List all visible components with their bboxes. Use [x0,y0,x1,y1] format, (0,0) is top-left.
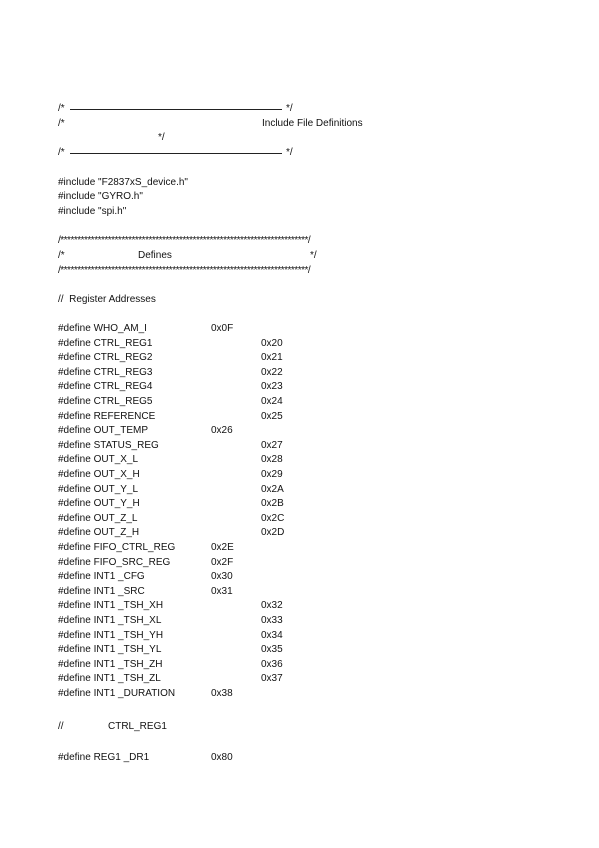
define-value: 0x30 [211,571,233,583]
define-name: #define CTRL_REG4 [58,381,153,393]
define-name: #define INT1 _DURATION [58,688,176,699]
define-name: #define INT1 _TSH_YH [58,629,164,641]
define-name: #define OUT_Y_H [58,498,140,510]
define-value: 0x21 [261,352,283,364]
define-name: #define CTRL_REG3 [58,366,153,378]
defines-banner-label: Defines [138,250,172,261]
header-close-comment-3: */ [286,147,293,158]
define-name: #define CTRL_REG2 [58,352,153,364]
include-line-2: #include "GYRO.h" [58,191,143,202]
header-close-comment-2: */ [158,132,165,143]
define-name: #define STATUS_REG [58,439,159,451]
reg1-define-value: 0x80 [211,752,233,763]
define-value: 0x2F [211,556,234,568]
header-title: Include File Definitions [262,118,363,129]
define-value: 0x35 [261,644,283,656]
define-name: #define REFERENCE [58,410,156,422]
define-value: 0x37 [261,673,283,685]
define-value: 0x34 [261,629,283,641]
define-name: #define INT1 _CFG [58,571,145,583]
define-value: 0x29 [261,469,283,480]
define-name: #define INT1 _TSH_XH [58,600,164,612]
reg1-define-name: #define REG1 _DR1 [58,752,150,763]
defines-banner-stars-top: /*************************************************************************/ [58,235,311,246]
defines-banner-close: */ [310,250,317,261]
define-name: #define INT1 _TSH_ZL [58,673,161,685]
define-name: #define OUT_Z_L [58,512,138,524]
define-name: #define INT1 _TSH_XL [58,615,162,626]
define-value: 0x33 [261,615,283,626]
header-close-comment-1: */ [286,103,293,114]
define-name: #define OUT_X_H [58,469,140,480]
define-name: #define FIFO_CTRL_REG [58,542,176,553]
define-value: 0x22 [261,366,283,378]
section-register-addresses: // Register Addresses [58,294,156,305]
define-name: #define OUT_X_L [58,454,139,466]
define-value: 0x20 [261,337,283,349]
defines-banner-open: /* [58,250,65,261]
define-value: 0x27 [261,439,283,451]
header-open-comment-3: /* [58,147,65,158]
define-value: 0x28 [261,454,283,466]
define-value: 0x0F [211,323,234,334]
header-open-comment-1: /* [58,103,65,114]
define-name: #define CTRL_REG1 [58,337,153,349]
defines-banner-stars-bottom: /*************************************************************************/ [58,265,311,276]
define-name: #define INT1 _SRC [58,585,145,597]
define-value: 0x23 [261,381,283,393]
define-name: #define OUT_Z_H [58,527,140,539]
define-value: 0x26 [211,425,233,437]
define-value: 0x2E [211,542,234,553]
define-value: 0x2B [261,498,284,510]
define-value: 0x2A [261,483,284,495]
header-rule-top [70,109,282,110]
define-value: 0x2C [261,512,285,524]
define-name: #define WHO_AM_I [58,323,147,334]
define-value: 0x25 [261,410,283,422]
define-name: #define INT1 _TSH_YL [58,644,162,656]
define-name: #define OUT_TEMP [58,425,149,437]
define-value: 0x36 [261,658,283,670]
define-name: #define FIFO_SRC_REG [58,556,171,568]
include-line-3: #include "spi.h" [58,206,127,217]
section-ctrl-reg1-slash: // [58,721,64,732]
define-value: 0x31 [211,585,233,597]
section-ctrl-reg1-label: CTRL_REG1 [108,721,167,732]
define-value: 0x32 [261,600,283,612]
define-name: #define OUT_Y_L [58,483,139,495]
define-value: 0x24 [261,396,283,407]
include-line-1: #include "F2837xS_device.h" [58,177,188,188]
define-value: 0x2D [261,527,285,539]
header-rule-bottom [70,153,282,154]
define-name: #define CTRL_REG5 [58,396,153,407]
define-name: #define INT1 _TSH_ZH [58,658,163,670]
define-value: 0x38 [211,688,233,699]
header-open-comment-2: /* [58,118,65,129]
